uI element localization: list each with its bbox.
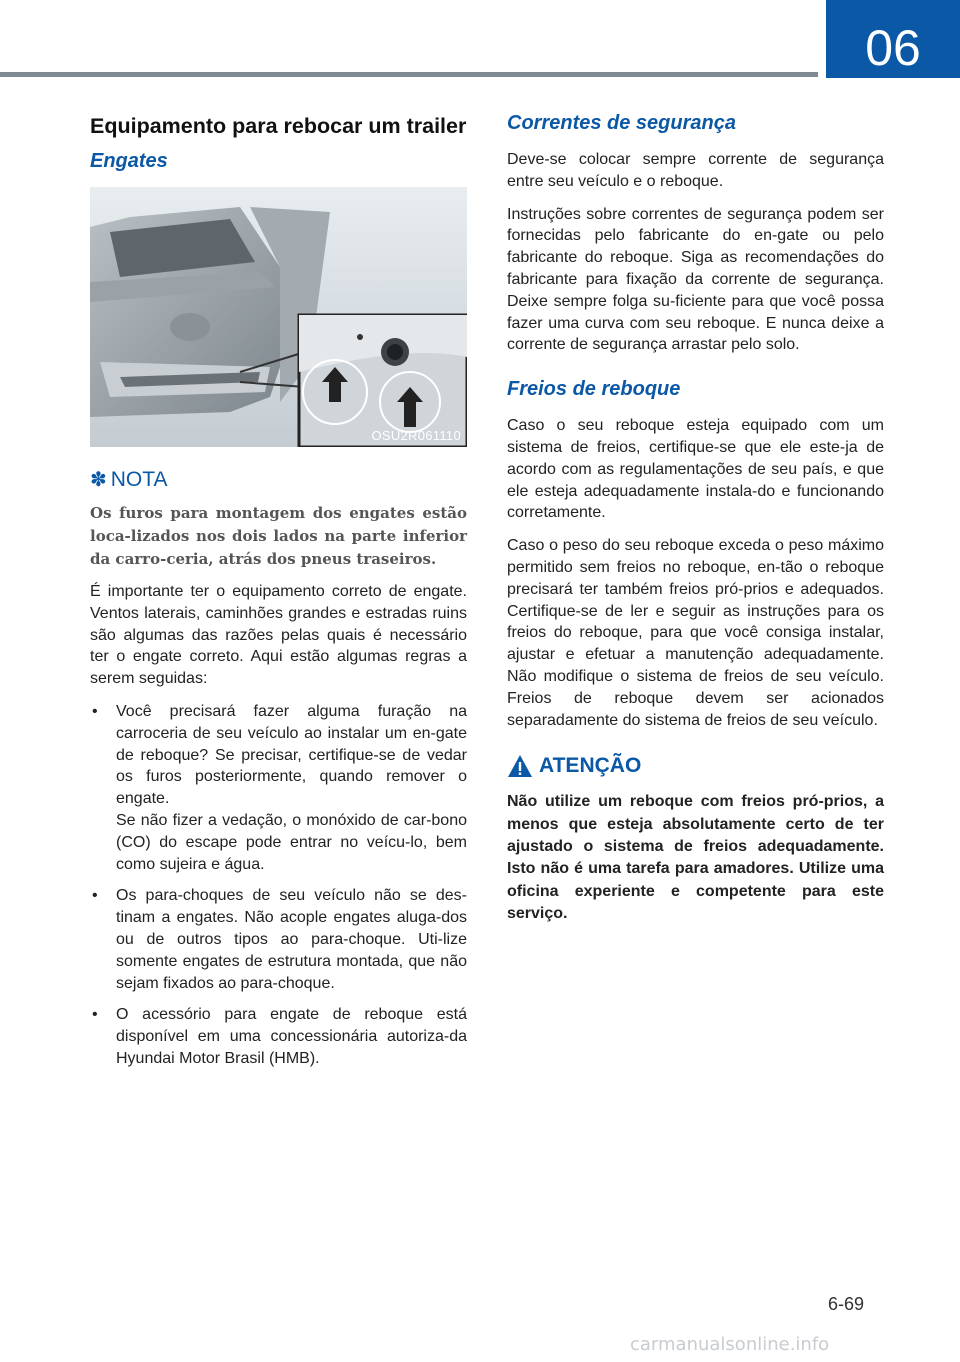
note-text: Os furos para montagem dos engates estão loca-lizados nos dois lados na parte inferior da carro-ceria, atrás dos pneus traseiros. [90,504,467,568]
car-rear-illustration [90,187,467,447]
hitch-figure [90,187,467,447]
section-title: Equipamento para rebocar um trailer [90,114,467,138]
list-item-text: Os para-choques de seu veículo não se des-tinam a engates. Não acople engates aluga-dos ou de outros tipos ao para-choque. Uti-lize somente engates de estrutura montada, que não sejam fixados ao para-choque. [116,887,467,992]
note-title [90,467,467,492]
left-column [90,112,467,1080]
warning-text: Não utilize um reboque com freios pró-prios, a menos que esteja absolutamente certo de ter ajustado o sistema de freios adequadamente. Isto não é uma tarefa para amadores. Utilize uma oficina experiente e competente para este serviço. [507,793,884,922]
list-item-text: O acessório para engate de reboque está disponível em uma concessionária autoriza-da Hyundai Motor Brasil (HMB). [116,1006,467,1067]
list-item-extra: Se não fizer a vedação, o monóxido de car-bono (CO) do escape pode entrar no veícu-lo, bem como sujeira e água. [116,811,467,873]
rules-list [90,701,467,1070]
subsection-title-freios: Freios de reboque [507,378,681,401]
bullet-mark: • [92,702,98,720]
note-label: NOTA [110,468,168,491]
chains-paragraph-1: Deve-se colocar sempre corrente de segurança entre seu veículo e o reboque. [507,151,884,190]
warning-title: ATENÇÃO [539,754,642,778]
note-star-icon: ✽ [90,469,107,491]
bullet-mark: • [92,887,98,905]
warning-header [507,753,884,779]
page-number: 6-69 [828,1294,865,1314]
header-rule [0,72,818,77]
warning-triangle-icon [507,753,533,779]
chapter-tab [826,0,960,78]
chapter-number: 06 [865,20,921,76]
figure-code: OSU2R061110 [371,428,461,443]
brakes-paragraph-1: Caso o seu reboque esteja equipado com um sistema de freios, certifique-se que ele este-ja de acordo com as regulamentações de seu país, e que ele esteja adequadamente instala-do e funcionando corretamente. [507,417,884,522]
subsection-title-correntes: Correntes de segurança [507,112,736,134]
list-item [90,701,467,875]
right-column [507,112,884,925]
bullet-mark: • [92,1006,98,1024]
brakes-paragraph-2: Caso o peso do seu reboque exceda o peso máximo permitido sem freios no reboque, en-tão o reboque precisará ter também freios pró-prios e adequados. Certifique-se de ler e seguir as instruções para os freios do reboque, para que você consiga instalar, ajustar e efetuar a manutenção adequadamente. Não modifique o sistema de freios de seu veículo. Freios de reboque devem ser acionados separadamente do sistema de freios de seu veículo. [507,537,884,729]
list-item-text: Você precisará fazer alguma furação na carroceria de seu veículo ao instalar um en-gate de reboque? Se precisar, certifique-se de vedar os furos posteriormente, quando remover o engate. [116,702,467,808]
list-item [90,1004,467,1069]
intro-paragraph: É importante ter o equipamento correto de engate. Ventos laterais, caminhões grandes e estradas ruins são algumas das razões pelas quais é necessário ter o engate correto. Aqui estão algumas regras a serem seguidas: [90,583,467,688]
watermark: carmanualsonline.info [630,1334,830,1355]
list-item [90,885,467,994]
subsection-title-engates: Engates [90,150,168,172]
chains-paragraph-2: Instruções sobre correntes de segurança podem ser fornecidas pelo fabricante do en-gate ou pelo fabricante do reboque. Siga as recomendações do fabricante para fixação da corrente de segurança. Deixe sempre folga su-ficiente para que você possa fazer uma curva com seu reboque. E nunca deixe a corrente de segurança arrastar pelo solo. [507,205,884,354]
